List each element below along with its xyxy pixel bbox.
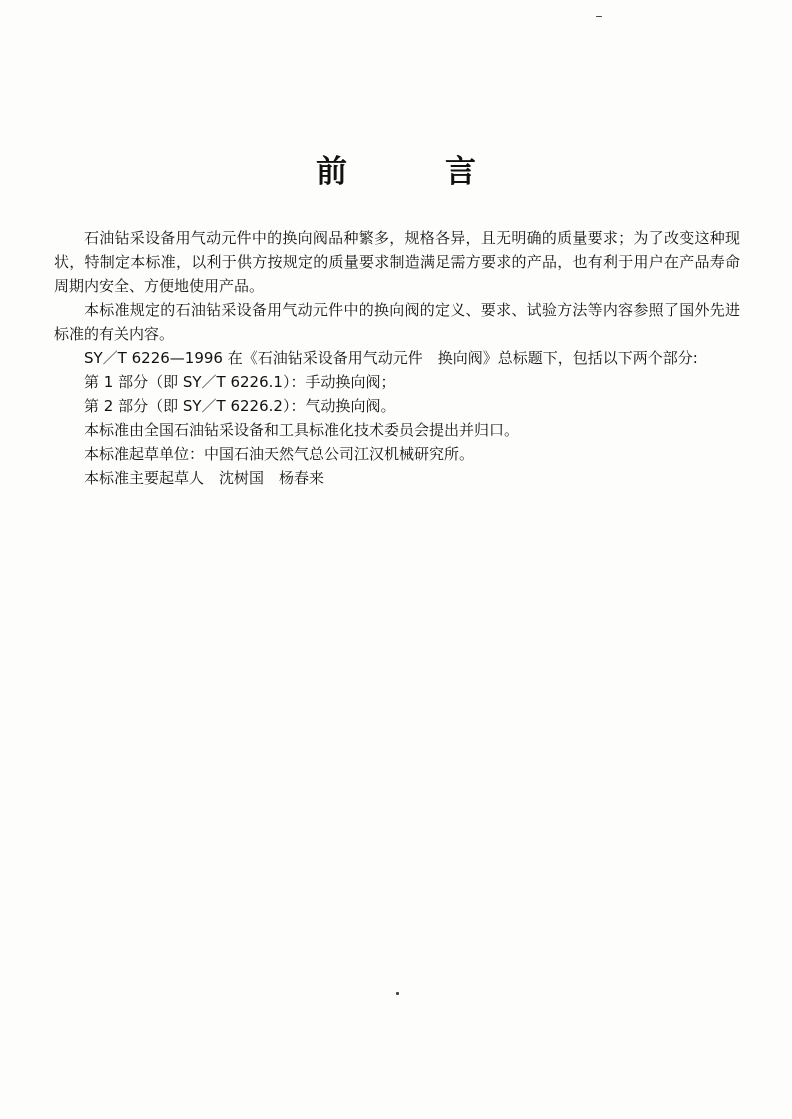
line-structure: SY／T 6226—1996 在《石油钻采设备用气动元件 换向阀》总标题下，包括以下两个部分: xyxy=(84,349,698,367)
line-part-2: 第 2 部分（即 SY／T 6226.2）：气动换向阀。 xyxy=(84,397,396,415)
line-part-1: 第 1 部分（即 SY／T 6226.1）：手动换向阀； xyxy=(84,373,396,391)
foreword-body xyxy=(54,226,740,490)
line-drafting-unit: 本标准起草单位：中国石油天然气总公司江汉机械研究所。 xyxy=(84,445,475,463)
page-title xyxy=(0,146,792,191)
title-char-2: 言 xyxy=(445,154,476,190)
scan-speck xyxy=(396,992,399,995)
line-proposer: 本标准由全国石油钻采设备和工具标准化技术委员会提出并归口。 xyxy=(84,421,520,439)
title-char-1: 前 xyxy=(316,154,347,190)
paragraph-purpose: 石油钻采设备用气动元件中的换向阀品种繁多，规格各异，且无明确的质量要求；为了改变这种现状，特制定本标准，以利于供方按规定的质量要求制造满足需方要求的产品，也有利于用户在产品寿命周期内安全、方便地使用产品。 xyxy=(54,229,740,295)
scan-speck xyxy=(596,16,602,17)
line-drafters: 本标准主要起草人 沈树国 杨春来 xyxy=(84,469,325,487)
paragraph-scope: 本标准规定的石油钻采设备用气动元件中的换向阀的定义、要求、试验方法等内容参照了国外先进标准的有关内容。 xyxy=(54,301,740,343)
